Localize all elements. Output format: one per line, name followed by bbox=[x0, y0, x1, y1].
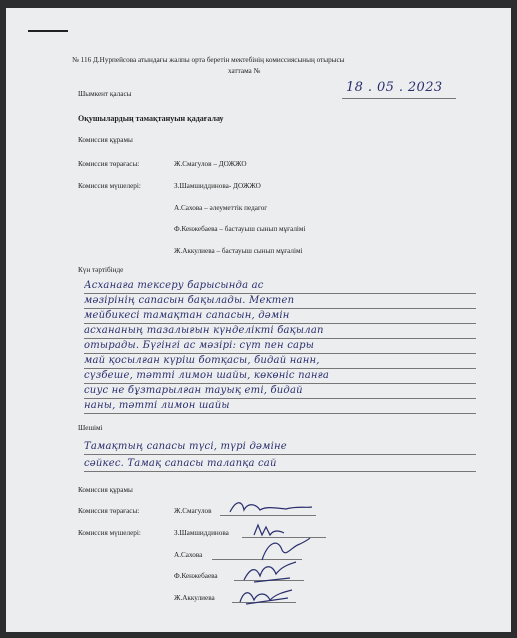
chair-label: Комиссия төрағасы: bbox=[78, 160, 140, 168]
members-label: Комиссия мүшелері: bbox=[78, 182, 141, 190]
signatures-chair-label: Комиссия төрағасы: bbox=[78, 507, 140, 515]
agenda-handwritten-line: наны, тәтті лимон шайы bbox=[84, 400, 476, 414]
member-line: Ж.Аккулиева – бастауыш сынып мұғалімі bbox=[174, 247, 303, 255]
title-line-1: № 116 Д.Нурпейсова атындағы жалпы орта беретін мектебінің комиссиясының отырысы bbox=[72, 56, 345, 64]
title-line-2: хаттама № bbox=[228, 67, 261, 75]
signatures-members-label: Комиссия мүшелері: bbox=[78, 529, 141, 537]
subject-heading: Оқушылардың тамақтануын қадағалау bbox=[78, 114, 224, 123]
place-label: Шымкент қаласы bbox=[78, 90, 132, 98]
member-line: А.Сахова – әлеуметтік педагог bbox=[174, 204, 268, 212]
handwritten-date: 18 . 05 . 2023 bbox=[346, 80, 443, 95]
agenda-handwritten-line: сүзбеше, тәтті лимон шайы, көкөніс панға bbox=[84, 370, 476, 384]
chair-value: Ж.Смагулов – ДОЖЖО bbox=[174, 160, 247, 168]
agenda-handwritten-line: отырады. Бүгінгі ас мәзірі: сүт пен сары bbox=[84, 340, 476, 354]
agenda-handwritten-line: мейбикесі тамақтан сапасын, дәмін bbox=[84, 310, 476, 324]
decision-handwritten-line: Тамақтың сапасы түсі, түрі дәмінe bbox=[84, 441, 476, 455]
agenda-handwritten-line: май қосылған күріш ботқасы, бидай нанн, bbox=[84, 355, 476, 369]
top-dash-mark bbox=[28, 30, 68, 32]
decision-handwritten-line: сәйкес. Тамақ сапасы талапқа сай bbox=[84, 458, 476, 472]
agenda-handwritten-line: асхананың тазалығын күнделікті бақылап bbox=[84, 325, 476, 339]
agenda-handwritten-line: Асханаға тексеру барысында ас bbox=[84, 280, 476, 294]
signatures-chair-name: Ж.Смагулов bbox=[174, 507, 212, 515]
chair-signature bbox=[226, 496, 316, 518]
agenda-handwritten-line: сиус не бұзтарылған тауық еті, бидай bbox=[84, 385, 476, 399]
member-line: Ф.Кенжебаева – бастауыш сынып мұғалімі bbox=[174, 225, 306, 233]
signatures-member-4: Ж.Аккулиева bbox=[174, 594, 215, 602]
member4-signature bbox=[236, 582, 296, 608]
agenda-heading: Күн тәртібінде bbox=[78, 266, 124, 274]
date-underline bbox=[342, 98, 456, 99]
signatures-member-1: З.Шамшиддинова bbox=[174, 529, 229, 537]
commission-heading: Комиссия құрамы bbox=[78, 136, 133, 144]
member-line: З.Шамшиддинова- ДОЖЖО bbox=[174, 182, 261, 190]
signatures-member-3: Ф.Кенжебаева bbox=[174, 572, 218, 580]
document-page bbox=[6, 8, 511, 632]
signatures-heading: Комиссия құрамы bbox=[78, 486, 133, 494]
decision-heading: Шешімі bbox=[78, 424, 103, 432]
agenda-handwritten-line: мәзірінің сапасын бақылады. Мектеп bbox=[84, 295, 476, 309]
signatures-member-2: А.Сахова bbox=[174, 551, 203, 559]
